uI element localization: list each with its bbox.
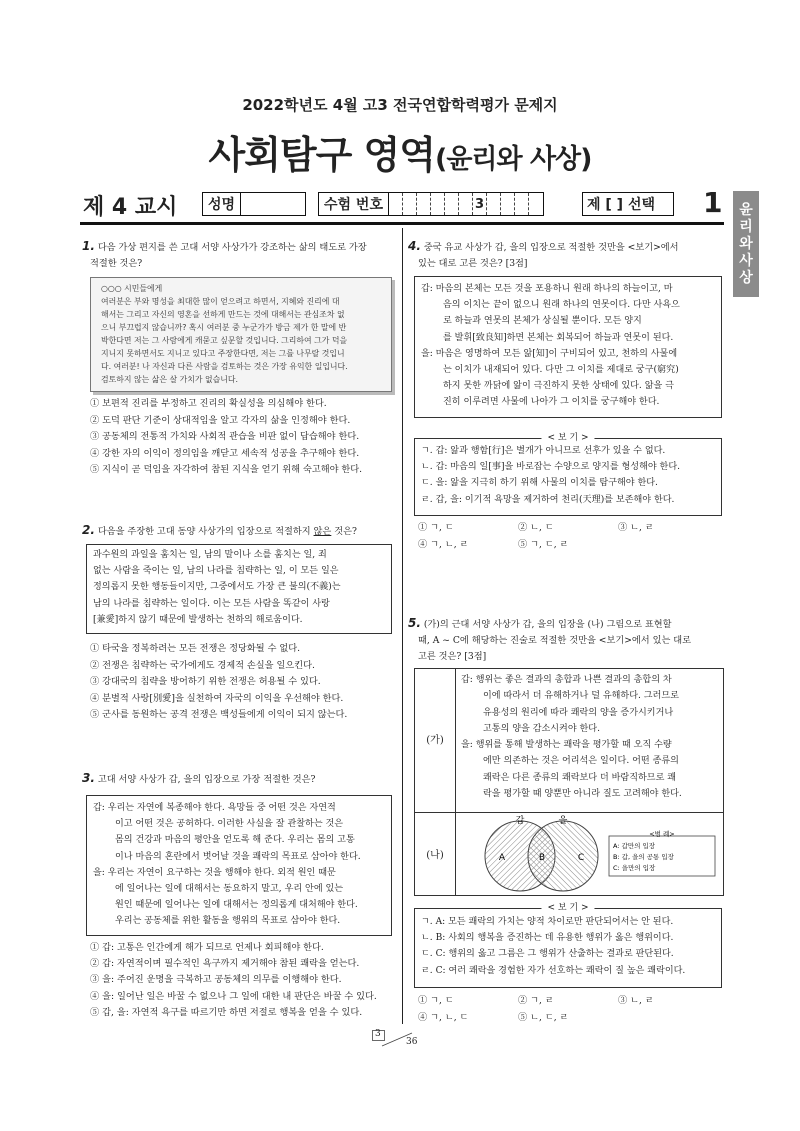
bogi-item: ㄷ. C: 행위의 옳고 그름은 그 행위가 산출하는 결과로 판단된다.	[421, 949, 674, 960]
q5-choices	[418, 993, 722, 1026]
q3-stem-text: 고대 서양 사상가 갑, 을의 입장으로 가장 적절한 것은?	[97, 774, 316, 785]
student-id-digit[interactable]	[487, 193, 501, 215]
column-divider	[402, 228, 403, 1024]
passage-line: 음의 이치는 끝이 없으니 원래 하나의 연못이다. 다만 사욕으	[443, 300, 680, 311]
bogi-item: ㄹ. C: 여러 쾌락을 경험한 자가 선호하는 쾌락이 질 높은 쾌락이다.	[421, 965, 686, 976]
student-id-digit[interactable]	[501, 193, 515, 215]
q5-choice-5[interactable]: ⑤ ㄴ, ㄷ, ㄹ	[518, 1011, 569, 1023]
passage-line: 원인 때문에 일어나는 일에 대해서는 정의롭게 대처해야 한다.	[115, 900, 358, 911]
q3-option-1[interactable]: ① 갑: 고통은 인간에게 해가 되므로 언제나 회피해야 한다.	[90, 942, 324, 953]
q4-choice-1[interactable]: ① ㄱ, ㄷ	[418, 522, 454, 533]
letter-line: 지니지 못하면서도 지니고 있다고 주장한다면, 저는 그를 나무랄 것입니	[101, 349, 345, 358]
bogi-item: ㄹ. 갑, 을: 이기적 욕망을 제거하여 천리(天理)를 보존해야 한다.	[421, 494, 675, 505]
passage-line: 이나 마음의 혼란에서 벗어날 것을 쾌락의 목표로 삼아야 한다.	[115, 851, 361, 862]
name-field[interactable]	[202, 192, 306, 216]
q3-speaker-eul	[93, 865, 385, 930]
letter-line: 박한다면 저는 그 사람에게 캐묻고 싶문할 것입니다. 그리하여 그가 덕을	[101, 336, 348, 345]
letter-line: ○○○ 시민들에게	[101, 284, 163, 293]
q2-option-3[interactable]: ③ 강대국의 침략을 방어하기 위한 전쟁은 허용될 수 있다.	[90, 676, 321, 688]
q3-options	[90, 940, 398, 1021]
letter-line: 여러분은 부와 명성을 최대한 많이 얻으려고 하면서, 지혜와 진리에 대	[101, 297, 340, 306]
student-id-label: 수험 번호	[319, 193, 389, 215]
venn-diagram	[457, 814, 723, 896]
header-page-number: 1	[703, 186, 723, 219]
q4-speaker-eul	[421, 346, 715, 411]
passage-line: 를 발휘[致良知]하면 본체는 회복되어 하늘과 연못이 된다.	[443, 332, 674, 343]
venn-left-label: 갑	[515, 816, 525, 826]
subject-sub: (윤리와 사상)	[434, 144, 592, 175]
passage-line: 을: 행위를 통해 발생하는 쾌락을 평가할 때 오직 수량	[461, 740, 672, 751]
q1-option-1[interactable]: ① 보편적 진리를 부정하고 진리의 확실성을 의심해야 한다.	[90, 398, 327, 409]
ga-label: (가)	[426, 735, 444, 746]
bogi-item: ㄱ. A: 모든 쾌락의 가치는 양적 차이로만 판단되어서는 안 된다.	[421, 917, 674, 927]
q1-number: 1.	[82, 239, 95, 253]
side-tab-char: 상	[739, 269, 753, 286]
na-label: (나)	[426, 850, 444, 861]
venn-right-label: 을	[558, 816, 568, 826]
q5-bogi	[414, 903, 722, 988]
passage-line: 진히 이루려면 사물에 나아가 그 이치를 궁구해야 한다.	[443, 397, 660, 408]
subject-main: 사회탐구 영역	[208, 133, 435, 177]
passage-line: 유용성의 원리에 따라 쾌락의 양을 증가시키거나	[483, 707, 674, 718]
student-id-digit[interactable]: 3	[473, 193, 487, 215]
q5-stem-line3: 고른 것은? [3점]	[418, 651, 487, 662]
q4-stem	[408, 238, 726, 272]
bogi-item: ㄷ. 을: 앎을 지극히 하기 위해 사물의 이치를 탐구해야 한다.	[421, 478, 658, 489]
q3-stem	[82, 770, 398, 788]
q2-option-5[interactable]: ⑤ 군사를 동원하는 공격 전쟁은 백성들에게 이익이 되지 않는다.	[90, 709, 348, 721]
passage-line: 정의롭지 못한 행동들이지만, 그중에서도 가장 큰 불의(不義)는	[93, 582, 341, 593]
side-tab-char: 와	[739, 235, 753, 252]
q4-stem-line2: 있는 대로 고른 것은? [3점]	[418, 258, 528, 269]
passage-line: 없는 사람을 죽이는 일, 남의 나라를 침략하는 일, 이 모든 일은	[93, 566, 339, 577]
q2-option-2[interactable]: ② 전쟁은 침략하는 국가에게도 경제적 손실을 일으킨다.	[90, 659, 315, 671]
name-label: 성명	[203, 193, 241, 215]
q1-stem-line2: 적절한 것은?	[90, 258, 143, 269]
q4-speaker-gap	[421, 281, 715, 346]
student-id-digits	[389, 193, 543, 215]
q3-option-4[interactable]: ④ 을: 일어난 일은 바꿀 수 없으나 그 일에 대한 내 판단은 바꿀 수 있다.	[90, 990, 377, 1002]
venn-legend-item: C: 을만의 입장	[613, 864, 656, 872]
q4-passage	[414, 276, 722, 418]
q2-options	[90, 641, 398, 724]
q5-speaker-eul	[461, 737, 721, 802]
q4-choices	[418, 520, 722, 553]
q2-stem	[82, 522, 398, 540]
passage-line: 이고 어떤 것은 공허하다. 이러한 사실을 잘 관찰하는 것은	[115, 819, 344, 830]
table-row-line	[415, 812, 723, 813]
letter-line: 해서는 그리고 자신의 영혼을 선하게 만드는 것에 대해서는 관심조차 없	[101, 310, 345, 319]
venn-legend-title: <범 례>	[649, 830, 675, 838]
choice-field[interactable]	[582, 192, 674, 216]
bogi-item: ㄴ. B: 사회의 행복을 증진하는 데 유용한 행위가 옳은 행위이다.	[421, 933, 674, 944]
student-id-digit[interactable]	[431, 193, 445, 215]
header-rule	[80, 222, 724, 225]
q5-stem-line1: (가)의 근대 서양 사상가 갑, 을의 입장을 (나) 그림으로 표현할	[423, 619, 672, 630]
passage-line: [兼愛]하지 않기 때문에 발생하는 천하의 해로움이다.	[93, 614, 303, 625]
subject-side-tab	[733, 191, 759, 297]
choice-label: 제 [ ] 선택	[587, 197, 655, 213]
q4-choice-4[interactable]: ④ ㄱ, ㄴ, ㄹ	[418, 538, 469, 550]
footer-page-number	[372, 1030, 424, 1050]
student-id-digit[interactable]	[529, 193, 543, 215]
q2-stem-post: 것은?	[331, 526, 357, 537]
passage-line: 남의 나라를 침략하는 일이다. 이는 모든 사람을 똑같이 사랑	[93, 598, 330, 609]
q1-options	[90, 396, 398, 479]
passage-line: 몸의 건강과 마음의 평안을 얻도록 해 준다. 우리는 몸의 고통	[115, 835, 355, 846]
q5-stem	[408, 615, 726, 665]
q4-bogi-title: < 보 기 >	[541, 431, 594, 445]
q5-bogi-title: < 보 기 >	[541, 901, 594, 915]
period-label: 제 4 교시	[83, 195, 178, 220]
q3-option-3[interactable]: ③ 을: 주어진 운명을 극복하고 공동체의 의무를 이행해야 한다.	[90, 974, 342, 986]
q5-ga-passage	[461, 672, 721, 802]
passage-line: 락을 평가할 때 양뿐만 아니라 질도 고려해야 한다.	[483, 789, 682, 800]
student-id-digit[interactable]	[403, 193, 417, 215]
venn-region-b: B	[538, 853, 546, 863]
letter-line: 검토하지 않는 삶은 살 가치가 없습니다.	[101, 375, 239, 384]
passage-line: 는 이치가 내재되어 있다. 다만 그 이치를 제대로 궁구(窮究)	[443, 365, 679, 376]
student-id-digit[interactable]	[515, 193, 529, 215]
q1-stem-line1: 다음 가상 편지를 쓴 고대 서양 사상가가 강조하는 삶의 태도로 가장	[97, 242, 367, 253]
q1-option-4[interactable]: ④ 강한 자의 이익이 정의임을 깨닫고 세속적 성공을 추구해야 한다.	[90, 447, 360, 459]
q1-stem	[82, 238, 398, 272]
q1-letter	[90, 277, 392, 392]
q2-stem-negation: 않은	[313, 526, 332, 537]
passage-line: 쾌락은 다른 종류의 쾌락보다 더 바람직하므로 쾌	[483, 772, 677, 783]
passage-line: 이에 따라서 더 유해하거나 덜 유해하다. 그러므로	[483, 691, 679, 702]
student-id-digit[interactable]	[459, 193, 473, 215]
bogi-item: ㄱ. 갑: 앎과 행함[行]은 별개가 아니므로 선후가 있을 수 없다.	[421, 446, 666, 456]
passage-line: 하지 못한 까닭에 앎이 극진하지 못한 상태에 있다. 앎을 극	[443, 381, 674, 392]
student-id-field[interactable]	[318, 192, 544, 216]
side-tab-char: 사	[739, 252, 753, 269]
q4-choice-2[interactable]: ② ㄴ, ㄷ	[518, 522, 554, 533]
q2-number: 2.	[82, 523, 95, 537]
q5-choice-4[interactable]: ④ ㄱ, ㄴ, ㄷ	[418, 1011, 469, 1023]
subject-title	[0, 124, 800, 179]
passage-line: 에 일어나는 일에 대해서는 동요하지 말고, 우리 안에 있는	[115, 884, 344, 895]
q2-option-1[interactable]: ① 타국을 정복하려는 모든 전쟁은 정당화될 수 없다.	[90, 643, 301, 654]
q3-number: 3.	[82, 771, 95, 785]
q5-speaker-gap	[461, 672, 721, 737]
side-tab-char: 윤	[739, 201, 753, 218]
table-col-line	[455, 669, 456, 895]
letter-line: 다. 여러분! 나 자신과 다른 사람을 검토하는 것은 가장 유익한 일입니다.	[101, 362, 348, 371]
q4-number: 4.	[408, 239, 421, 253]
letter-line: 으니 부끄럽지 않습니까? 혹시 여러분 중 누군가가 방금 제가 한 말에 반	[101, 323, 347, 332]
q5-choice-3[interactable]: ③ ㄴ, ㄹ	[618, 995, 654, 1006]
passage-line: 고통의 양을 감소시켜야 한다.	[483, 723, 600, 734]
q5-choice-1[interactable]: ① ㄱ, ㄷ	[418, 995, 454, 1006]
footer-total: 36	[406, 1037, 418, 1047]
q4-stem-line1: 중국 유교 사상가 갑, 을의 입장으로 적절한 것만을 <보기>에서	[423, 242, 679, 253]
passage-line: 로 하늘과 연못의 본체가 상실될 뿐이다. 모든 양지	[443, 316, 642, 327]
passage-line: 갑: 행위는 좋은 결과의 총합과 나쁜 결과의 총합의 차	[461, 675, 672, 685]
q1-option-3[interactable]: ③ 공동체의 전통적 가치와 사회적 관습을 비판 없이 답습해야 한다.	[90, 431, 360, 443]
bogi-item: ㄴ. 갑: 마음의 일[事]을 바로잡는 수양으로 양지를 형성해야 한다.	[421, 462, 680, 473]
passage-line: 을: 마음은 영명하여 모든 앎[知]이 구비되어 있고, 천하의 사물에	[421, 348, 678, 359]
q1-option-5[interactable]: ⑤ 지식이 곧 덕임을 자각하여 참된 지식을 얻기 위해 숙고해야 한다.	[90, 464, 363, 476]
exam-title: 2022학년도 4월 고3 전국연합학력평가 문제지	[242, 96, 558, 114]
q5-stem-line2: 때, A ~ C에 해당하는 진술로 적절한 것만을 <보기>에서 있는 대로	[418, 635, 692, 646]
venn-region-a: A	[498, 853, 506, 863]
student-id-digit[interactable]	[417, 193, 431, 215]
venn-legend-item: B: 갑, 을의 공통 입장	[613, 853, 674, 861]
q3-option-2[interactable]: ② 갑: 자연적이며 필수적인 욕구까지 제거해야 참된 쾌락을 얻는다.	[90, 958, 360, 970]
q2-passage	[86, 544, 392, 634]
venn-region-c: C	[577, 853, 585, 863]
q3-speaker-gap	[93, 800, 385, 865]
q2-option-4[interactable]: ④ 분별적 사랑[別愛]을 실천하여 자국의 이익을 우선해야 한다.	[90, 692, 344, 704]
passage-line: 갑: 마음의 본체는 모든 것을 포용하니 원래 하나의 하늘이고, 마	[421, 284, 673, 294]
q2-stem-pre: 다음을 주장한 고대 동양 사상가의 입장으로 적절하지	[97, 526, 314, 537]
passage-line: 을: 우리는 자연이 요구하는 것을 행해야 한다. 외적 원인 때문	[93, 867, 336, 878]
student-id-digit[interactable]	[445, 193, 459, 215]
venn-legend-item: A: 갑만의 입장	[613, 842, 656, 850]
q5-number: 5.	[408, 616, 421, 630]
passage-line: 갑: 우리는 자연에 복종해야 한다. 욕망들 중 어떤 것은 자연적	[93, 803, 336, 813]
q3-passage	[86, 795, 392, 936]
q1-option-2[interactable]: ② 도덕 판단 기준이 상대적임을 알고 각자의 삶을 인정해야 한다.	[90, 414, 351, 426]
passage-line: 에만 의존하는 것은 어리석은 일이다. 어떤 종류의	[483, 756, 679, 767]
q3-option-5[interactable]: ⑤ 갑, 을: 자연적 욕구를 따르기만 하면 저절로 행복을 얻을 수 있다.	[90, 1006, 363, 1018]
student-id-digit[interactable]	[389, 193, 403, 215]
passage-line: 우리는 공동체를 위한 활동을 행위의 목표로 삼아야 한다.	[115, 916, 341, 927]
q4-bogi	[414, 433, 722, 516]
q4-choice-5[interactable]: ⑤ ㄱ, ㄷ, ㄹ	[518, 538, 569, 550]
q4-choice-3[interactable]: ③ ㄴ, ㄹ	[618, 522, 654, 533]
q5-table	[414, 668, 724, 896]
passage-line: 과수원의 과일을 훔치는 일, 남의 말이나 소를 훔치는 일, 죄	[93, 550, 327, 560]
side-tab-char: 리	[739, 218, 753, 235]
footer-page: 3	[375, 1029, 381, 1039]
q5-choice-2[interactable]: ② ㄱ, ㄹ	[518, 995, 554, 1006]
